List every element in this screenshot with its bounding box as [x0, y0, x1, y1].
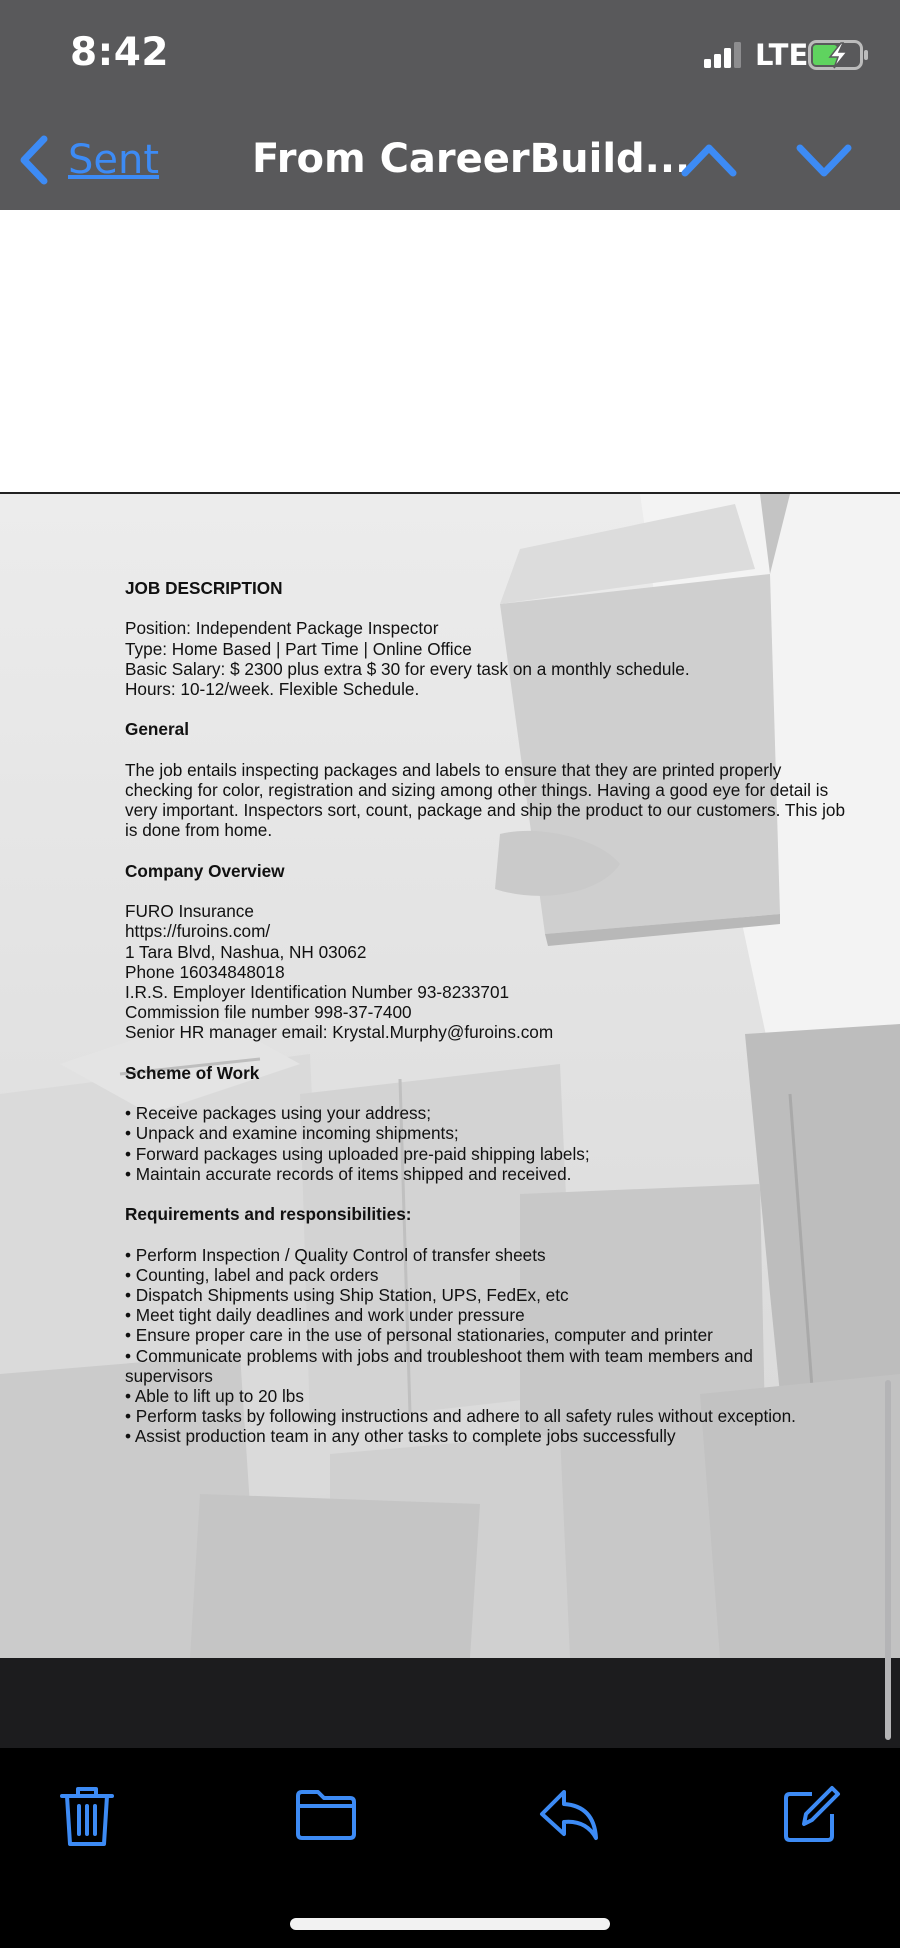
requirement-item: • Able to lift up to 20 lbs [125, 1385, 304, 1406]
bottom-toolbar [0, 1748, 900, 1948]
scheme-item: • Receive packages using your address; [125, 1103, 432, 1124]
company-phone: Phone 16034848018 [125, 961, 285, 982]
general-paragraph: The job entails inspecting packages and labels to ensure that they are printed properly checking for color, registration and sizing among other things. Having a good eye for detail is very important. Inspectors sort, count, package and ship the product to our customers. This job is done from home. [125, 759, 846, 841]
company-address: 1 Tara Blvd, Nashua, NH 03062 [125, 941, 367, 962]
requirement-item: • Assist production team in any other tasks to complete jobs successfully [125, 1426, 676, 1447]
company-commission: Commission file number 998-37-7400 [125, 1002, 412, 1023]
requirement-item: • Ensure proper care in the use of personal stationaries, computer and printer [125, 1325, 713, 1346]
battery-charging-icon [808, 40, 870, 70]
chevron-up-icon [680, 140, 738, 180]
compose-icon [782, 1784, 842, 1844]
back-button[interactable] [18, 132, 159, 188]
requirements-heading: Requirements and responsibilities: [125, 1204, 412, 1225]
nav-bar [0, 110, 900, 210]
back-label: Sent [68, 137, 160, 183]
company-overview-heading: Company Overview [125, 860, 285, 881]
company-hr-email: Senior HR manager email: Krystal.Murphy@furoins.com [125, 1022, 554, 1043]
folder-icon [294, 1784, 358, 1844]
requirement-item: • Meet tight daily deadlines and work under pressure [125, 1305, 525, 1326]
compose-button[interactable] [782, 1784, 842, 1849]
vertical-scrollbar[interactable] [885, 1380, 891, 1740]
requirement-item: • Dispatch Shipments using Ship Station, UPS, FedEx, etc [125, 1284, 569, 1305]
message-subject-title: From CareerBuild... [252, 136, 691, 182]
trash-icon [58, 1784, 116, 1848]
job-description-text [125, 578, 845, 1447]
scheme-of-work-heading: Scheme of Work [125, 1062, 260, 1083]
hours-line: Hours: 10-12/week. Flexible Schedule. [125, 679, 420, 699]
cellular-signal-icon [704, 42, 748, 68]
company-name: FURO Insurance [125, 901, 254, 922]
chevron-down-icon [795, 140, 853, 180]
scheme-item: • Maintain accurate records of items shipped and received. [125, 1163, 572, 1184]
previous-message-button[interactable] [680, 140, 738, 185]
scheme-item: • Unpack and examine incoming shipments; [125, 1123, 459, 1144]
position-line: Position: Independent Package Inspector [125, 618, 439, 639]
status-bar [0, 0, 900, 110]
status-time: 8:42 [70, 30, 170, 75]
requirement-item: • Counting, label and pack orders [125, 1264, 379, 1285]
salary-line: Basic Salary: $ 2300 plus extra $ 30 for every task on a monthly schedule. [125, 658, 690, 679]
company-ein: I.R.S. Employer Identification Number 93-8233701 [125, 981, 510, 1002]
move-to-folder-button[interactable] [294, 1784, 358, 1849]
requirement-item: • Perform tasks by following instructions and adhere to all safety rules without exception. [125, 1406, 796, 1427]
reply-icon [538, 1784, 600, 1844]
email-body-image [0, 494, 900, 1658]
next-message-button[interactable] [795, 140, 853, 185]
general-heading: General [125, 719, 190, 740]
home-indicator[interactable] [290, 1918, 610, 1930]
type-line: Type: Home Based | Part Time | Online Office [125, 638, 472, 659]
email-bottom-padding [0, 1658, 900, 1748]
email-header-blank-area [0, 210, 900, 494]
requirement-item: • Perform Inspection / Quality Control of transfer sheets [125, 1244, 546, 1265]
network-label: LTE [755, 38, 809, 72]
delete-button[interactable] [58, 1784, 116, 1853]
chevron-left-icon [18, 135, 50, 185]
requirement-item: • Communicate problems with jobs and troubleshoot them with team members and supervisors [125, 1345, 753, 1386]
job-description-heading: JOB DESCRIPTION [125, 578, 283, 598]
company-url: https://furoins.com/ [125, 921, 271, 942]
scheme-item: • Forward packages using uploaded pre-paid shipping labels; [125, 1143, 590, 1164]
reply-button[interactable] [538, 1784, 600, 1849]
